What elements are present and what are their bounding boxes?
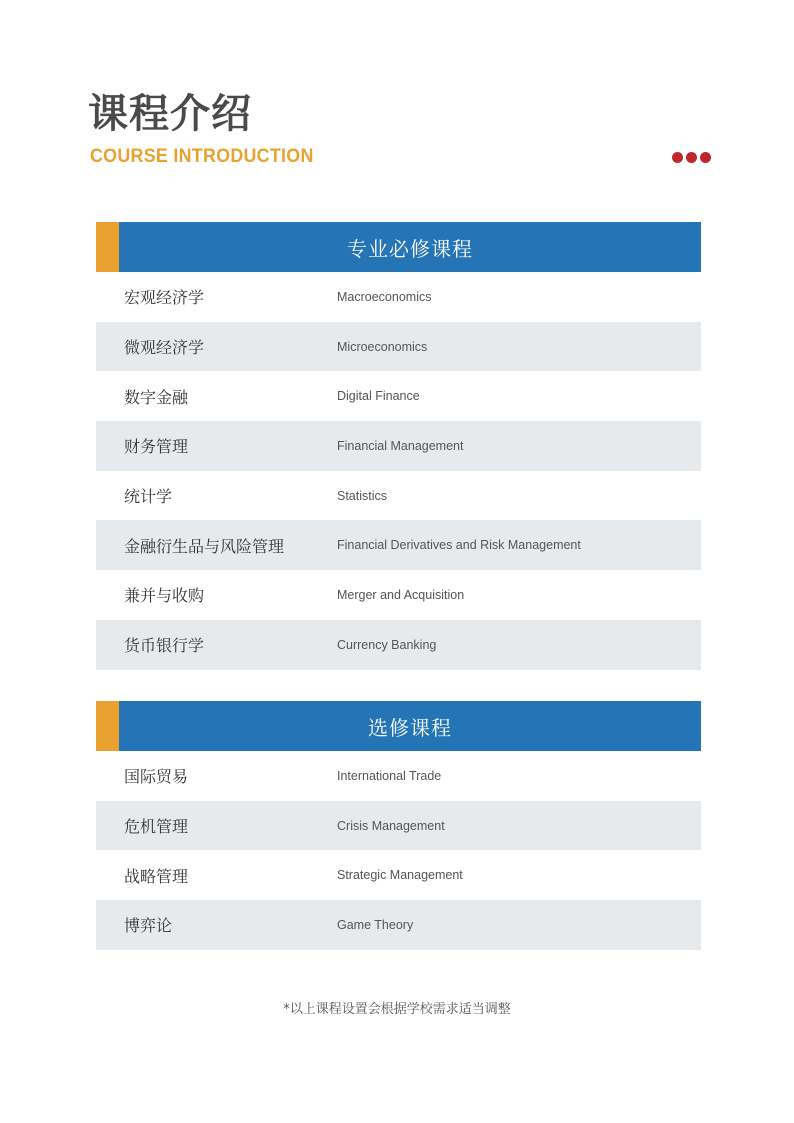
course-row: [96, 900, 701, 950]
page-title: 课程介绍: [88, 91, 252, 137]
course-row: [96, 801, 701, 851]
course-row: [96, 520, 701, 570]
course-row: [96, 421, 701, 471]
course-name-cn: 博弈论: [124, 916, 173, 936]
course-name-en: Currency Banking: [337, 637, 437, 652]
course-list: [96, 751, 701, 950]
dot-icon: [672, 152, 683, 163]
dot-icon: [700, 152, 711, 163]
course-name-cn: 金融衍生品与风险管理: [124, 536, 285, 556]
course-name-en: Game Theory: [337, 917, 414, 932]
section-title: 选修课程: [119, 701, 701, 751]
course-name-en: Financial Derivatives and Risk Management: [337, 538, 581, 553]
course-name-en: Statistics: [337, 488, 388, 503]
course-name-cn: 宏观经济学: [124, 288, 205, 308]
course-name-cn: 财务管理: [124, 437, 189, 457]
elective-courses-section: [96, 701, 701, 950]
footnote: *以上课程设置会根据学校需求适当调整: [283, 1002, 511, 1017]
course-name-cn: 数字金融: [124, 387, 189, 407]
course-name-en: International Trade: [337, 768, 442, 783]
course-list: [96, 272, 701, 670]
course-name-cn: 兼并与收购: [124, 586, 205, 606]
section-header: [96, 701, 701, 751]
course-name-en: Macroeconomics: [337, 289, 432, 304]
accent-bar: [96, 222, 119, 272]
course-row: [96, 850, 701, 900]
course-name-en: Strategic Management: [337, 868, 463, 883]
course-name-en: Merger and Acquisition: [337, 587, 465, 602]
course-name-cn: 微观经济学: [124, 338, 205, 358]
dot-icon: [686, 152, 697, 163]
decorative-dots: [672, 152, 711, 163]
required-courses-section: [96, 222, 701, 670]
course-row: [96, 371, 701, 421]
course-name-cn: 货币银行学: [124, 636, 205, 656]
course-name-en: Microeconomics: [337, 339, 428, 354]
course-row: [96, 751, 701, 801]
course-row: [96, 471, 701, 521]
course-name-en: Financial Management: [337, 438, 464, 453]
course-row: [96, 322, 701, 372]
course-row: [96, 620, 701, 670]
course-name-cn: 统计学: [124, 487, 173, 507]
section-header: [96, 222, 701, 272]
section-title: 专业必修课程: [119, 222, 701, 272]
accent-bar: [96, 701, 119, 751]
course-name-cn: 战略管理: [124, 866, 189, 886]
course-name-cn: 国际贸易: [124, 767, 189, 787]
course-row: [96, 272, 701, 322]
course-name-en: Digital Finance: [337, 389, 420, 404]
course-name-cn: 危机管理: [124, 817, 189, 837]
page-subtitle: COURSE INTRODUCTION: [90, 146, 314, 167]
course-name-en: Crisis Management: [337, 818, 445, 833]
course-row: [96, 570, 701, 620]
